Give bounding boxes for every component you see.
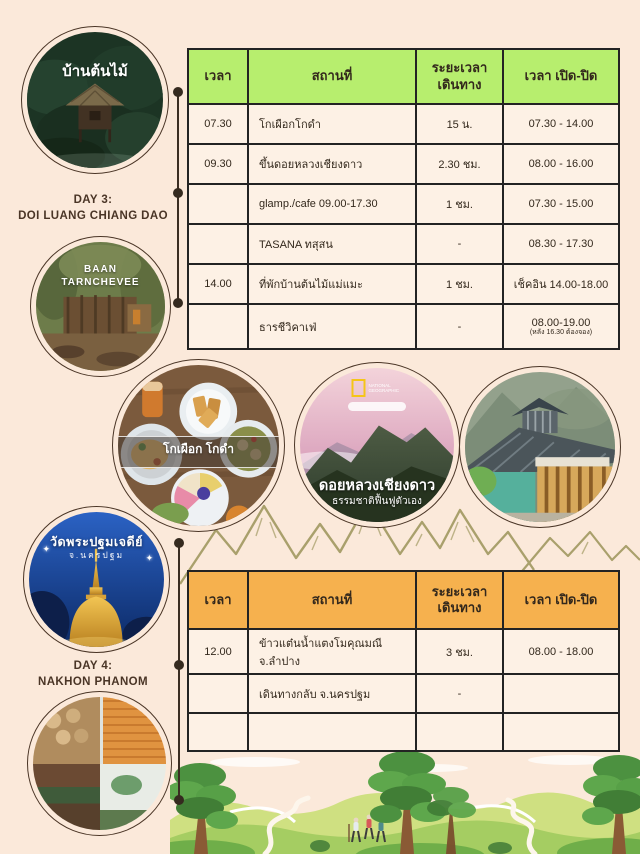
- cell-duration: 2.30 ชม.: [416, 144, 503, 184]
- table-row: [188, 184, 619, 224]
- photo-wooden-building: [459, 366, 621, 528]
- cell-place: โกเผือกโกดำ: [248, 104, 416, 144]
- col-header-duration: ระยะเวลา เดินทาง: [416, 571, 503, 629]
- cell-place: เดินทางกลับ จ.นครปฐม: [248, 674, 416, 713]
- collage-crackers: [33, 697, 100, 764]
- cell-place: glamp./cafe 09.00-17.30: [248, 184, 416, 224]
- col-header-place: สถานที่: [248, 49, 416, 104]
- sparkle-icon: ✦: [145, 552, 154, 563]
- cell-time: 14.00: [188, 264, 248, 304]
- photo-khao-taen-collage: [27, 691, 172, 836]
- cell-place: ธารชีวิคาเฟ่: [248, 304, 416, 349]
- collage-drying-racks: [100, 697, 167, 764]
- day4-label-line1: DAY 4:: [73, 660, 113, 672]
- day4-table: [187, 570, 620, 752]
- sparkle-icon: ✦: [42, 544, 51, 555]
- cell-time: 07.30: [188, 104, 248, 144]
- collage-brand-sign: [100, 764, 167, 831]
- cell-place: [248, 713, 416, 751]
- table-row: [188, 674, 619, 713]
- day4-label-line2: NAKHON PHANOM: [38, 676, 148, 688]
- cell-duration: 15 น.: [416, 104, 503, 144]
- table-row: [188, 144, 619, 184]
- photo-treehouse: [21, 26, 169, 174]
- col-header-duration: ระยะเวลา เดินทาง: [416, 49, 503, 104]
- day3-table: [187, 48, 620, 350]
- cell-hours: เช็คอิน 14.00-18.00: [503, 264, 619, 304]
- photo-title: วัดพระปฐมเจดีย์: [50, 535, 143, 550]
- natgeo-frame-icon: [352, 379, 366, 397]
- day4-label: [8, 658, 178, 690]
- cell-hours: 08.30 - 17.30: [503, 224, 619, 264]
- natgeo-logo: NATIONAL GEOGRAPHIC: [352, 379, 403, 397]
- cell-place: ข้าวแต๋นน้ำแตงโมคุณมณี จ.ลำปาง: [248, 629, 416, 674]
- col-header-hours: เวลา เปิด-ปิด: [503, 49, 619, 104]
- col-header-time: เวลา: [188, 571, 248, 629]
- cell-hours-note: (หลัง 16.30 ต้องจอง): [529, 328, 593, 336]
- landscape-illustration: [170, 750, 640, 854]
- col-header-time: เวลา: [188, 49, 248, 104]
- collage-shop-sign: [33, 764, 100, 831]
- cell-duration: -: [416, 224, 503, 264]
- cell-time: [188, 713, 248, 751]
- day4-timeline-line: [178, 543, 180, 801]
- cell-duration: 3 ชม.: [416, 629, 503, 674]
- cell-place: ที่พักบ้านต้นไม้แม่แมะ: [248, 264, 416, 304]
- table-row: [188, 713, 619, 751]
- cell-hours: 07.30 - 14.00: [503, 104, 619, 144]
- photo-subtitle: จ.นครปฐม: [68, 550, 125, 561]
- cell-hours: 08.00-19.00 (หลัง 16.30 ต้องจอง): [503, 304, 619, 349]
- cell-hours: 08.00 - 16.00: [503, 144, 619, 184]
- timeline-dot: [174, 795, 184, 805]
- photo-wat-phra-pathom-chedi: [23, 506, 170, 653]
- cell-time: [188, 224, 248, 264]
- timeline-dot: [174, 538, 184, 548]
- cell-hours: [503, 713, 619, 751]
- cell-time: [188, 304, 248, 349]
- col-header-hours: เวลา เปิด-ปิด: [503, 571, 619, 629]
- cell-place: TASANA ทสุสน: [248, 224, 416, 264]
- photo-title: BAAN TARNCHEVEE: [61, 263, 140, 288]
- cell-duration: 1 ชม.: [416, 184, 503, 224]
- cell-hours: [503, 674, 619, 713]
- table-row: [188, 304, 619, 349]
- collage-grid: [33, 697, 166, 830]
- cell-duration: -: [416, 674, 503, 713]
- day3-label-line1: DAY 3:: [73, 194, 113, 206]
- cell-time: 12.00: [188, 629, 248, 674]
- cell-hours: 07.30 - 15.00: [503, 184, 619, 224]
- timeline-dot: [173, 298, 183, 308]
- cell-place: ขึ้นดอยหลวงเชียงดาว: [248, 144, 416, 184]
- table-row: [188, 629, 619, 674]
- cell-time: [188, 184, 248, 224]
- photo-caption: โกเผือก โกดำ: [118, 436, 279, 468]
- cell-duration: [416, 713, 503, 751]
- photo-subtitle: ธรรมชาติฟื้นฟูตัวเอง: [332, 496, 422, 508]
- photo-baan-tarnchevee: [30, 236, 171, 377]
- timeline-dot: [173, 87, 183, 97]
- cell-hours: 08.00 - 18.00: [503, 629, 619, 674]
- table-row: [188, 224, 619, 264]
- day3-label: [8, 192, 178, 224]
- cell-time: [188, 674, 248, 713]
- table-row: [188, 264, 619, 304]
- search-pill: [348, 402, 406, 411]
- photo-food: [112, 359, 285, 532]
- table-row: [188, 104, 619, 144]
- photo-doi-luang-chiang-dao: [294, 362, 460, 528]
- cell-duration: -: [416, 304, 503, 349]
- day3-label-line2: DOI LUANG CHIANG DAO: [18, 210, 168, 222]
- photo-title: ดอยหลวงเชียงดาว: [318, 478, 436, 495]
- cell-duration: 1 ชม.: [416, 264, 503, 304]
- photo-title: บ้านต้นไม้: [62, 63, 128, 81]
- col-header-place: สถานที่: [248, 571, 416, 629]
- cell-time: 09.30: [188, 144, 248, 184]
